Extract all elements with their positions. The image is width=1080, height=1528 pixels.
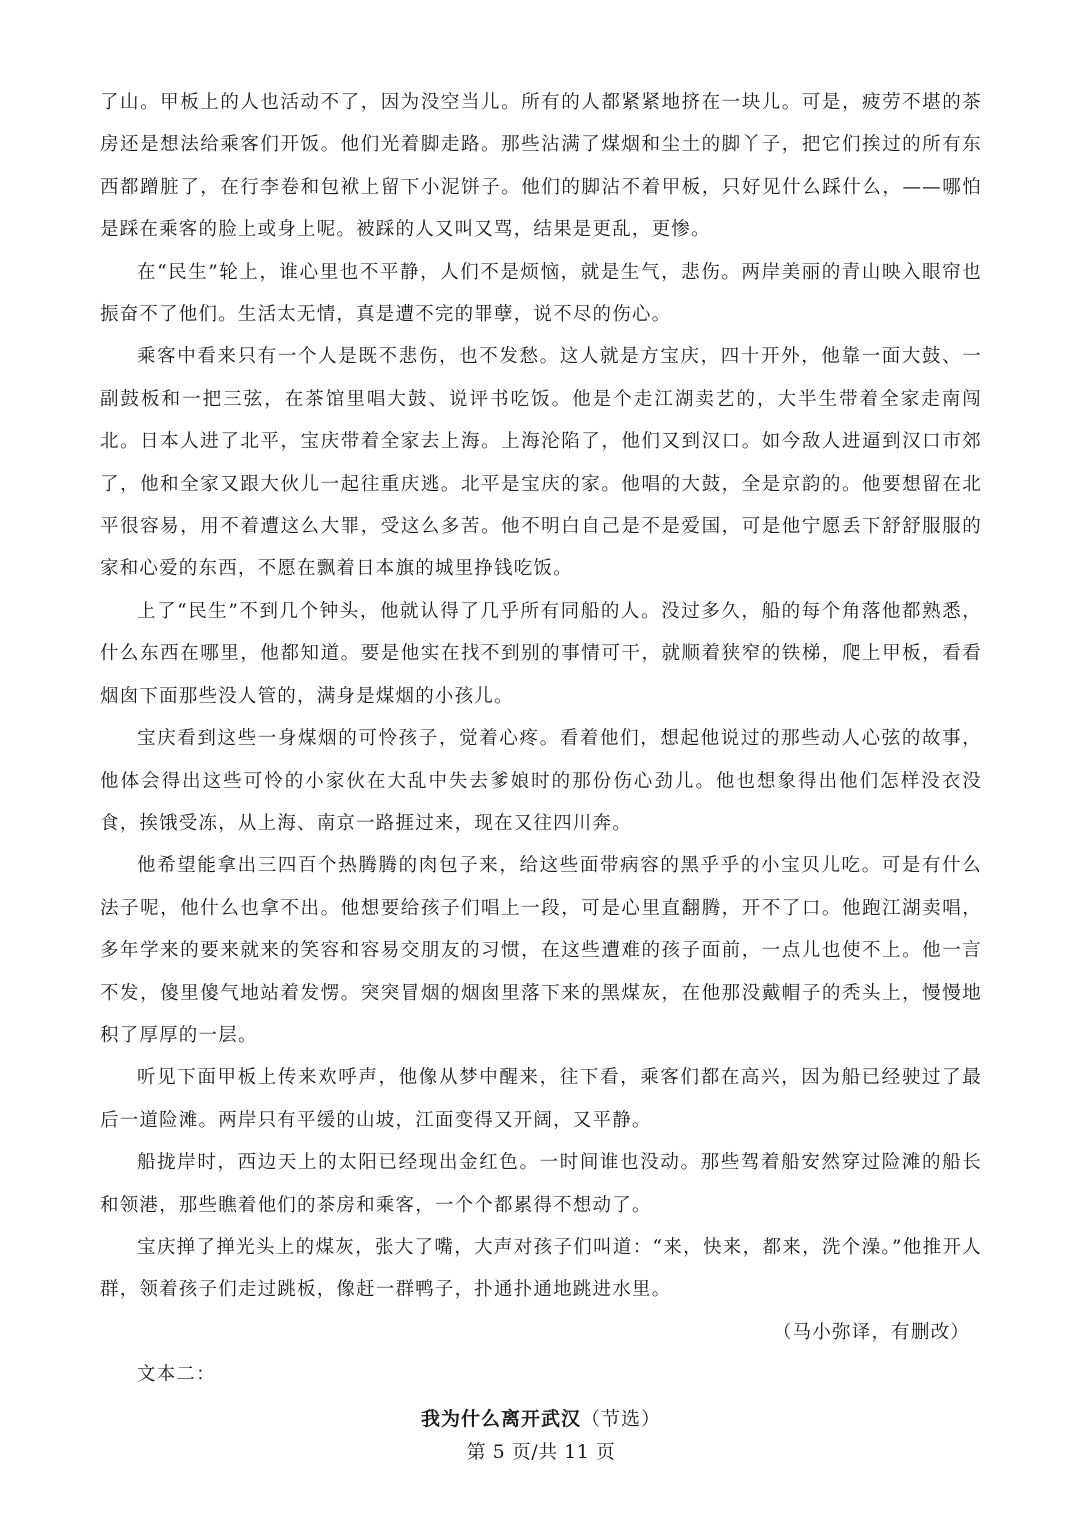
paragraph: 乘客中看来只有一个人是既不悲伤，也不发愁。这人就是方宝庆，四十开外，他靠一面大鼓、一副鼓板和一把三弦，在茶馆里唱大鼓、说评书吃饭。他是个走江湖卖艺的，大半生带着全家走南闯北。日本人进了北平，宝庆带着全家去上海。上海沦陷了，他们又到汉口。如今敌人进逼到汉口市郊了，他和全家又跟大伙儿一起往重庆逃。北平是宝庆的家。他唱的大鼓，全是京韵的。他要想留在北平很容易，用不着遭这么大罪，受这么多苦。他不明白自己是不是爱国，可是他宁愿丢下舒舒服服的家和心爱的东西，不愿在飘着日本旗的城里挣钱吃饭。 [100, 346, 982, 580]
body-text [100, 82, 982, 1312]
paragraph: 在“民生”轮上，谁心里也不平静，人们不是烦恼，就是生气，悲伤。两岸美丽的青山映入眼帘也振奋不了他们。生活太无情，真是遭不完的罪孽，说不尽的伤心。 [100, 261, 982, 326]
next-title-main: 我为什么离开武汉 [420, 1407, 581, 1430]
paragraph: 宝庆看到这些一身煤烟的可怜孩子，觉着心疼。看着他们，想起他说过的那些动人心弦的故事，他体会得出这些可怜的小家伙在大乱中失去爹娘时的那份伤心劲儿。他也想象得出他们怎样没衣没食，挨饿受冻，从上海、南京一路捱过来，现在又往四川奔。 [100, 728, 982, 834]
page-footer: 第 5 页/共 11 页 [466, 1440, 616, 1463]
paragraph: 了山。甲板上的人也活动不了，因为没空当儿。所有的人都紧紧地挤在一块儿。可是，疲劳不堪的茶房还是想法给乘客们开饭。他们光着脚走路。那些沾满了煤烟和尘土的脚丫子，把它们挨过的所有东西都蹭脏了，在行李卷和包袱上留下小泥饼子。他们的脚沾不着甲板，只好见什么踩什么，——哪怕是踩在乘客的脸上或身上呢。被踩的人又叫又骂，结果是更乱，更惨。 [100, 92, 982, 241]
section-label: 文本二： [137, 1364, 216, 1386]
next-text-title [100, 1399, 982, 1439]
translator-attribution: （马小弥译，有删改） [772, 1321, 970, 1343]
paragraph: 宝庆掸了掸光头上的煤灰，张大了嘴，大声对孩子们叫道：“来，快来，都来，洗个澡。”他推开人群，领着孩子们走过跳板，像赶一群鸭子，扑通扑通地跳进水里。 [100, 1236, 982, 1301]
paragraph: 船拢岸时，西边天上的太阳已经现出金红色。一时间谁也没动。那些驾着船安然穿过险滩的船长和领港，那些瞧着他们的茶房和乘客，一个个都累得不想动了。 [100, 1152, 982, 1216]
next-title-suffix: （节选） [581, 1407, 662, 1430]
paragraph: 上了“民生”不到几个钟头，他就认得了几乎所有同船的人。没过多久，船的每个角落他都熟悉，什么东西在哪里，他都知道。要是他实在找不到别的事情可干，就顺着狭窄的铁梯，爬上甲板，看看烟囱下面那些没人管的，满身是煤烟的小孩儿。 [100, 600, 982, 707]
document-page [100, 82, 982, 1465]
paragraph: 他希望能拿出三四百个热腾腾的肉包子来，给这些面带病容的黑乎乎的小宝贝儿吃。可是有什么法子呢，他什么也拿不出。他想要给孩子们唱上一段，可是心里直翻腾，开不了口。他跑江湖卖唱，多年学来的要来就来的笑容和容易交朋友的习惯，在这些遭难的孩子面前，一点儿也使不上。他一言不发，傻里傻气地站着发愣。突突冒烟的烟囱里落下来的黑煤灰，在他那没戴帽子的秃头上，慢慢地积了厚厚的一层。 [100, 855, 982, 1046]
paragraph: 听见下面甲板上传来欢呼声，他像从梦中醒来，往下看，乘客们都在高兴，因为船已经驶过了最后一道险滩。两岸只有平缓的山坡，江面变得又开阔，又平静。 [100, 1067, 982, 1131]
